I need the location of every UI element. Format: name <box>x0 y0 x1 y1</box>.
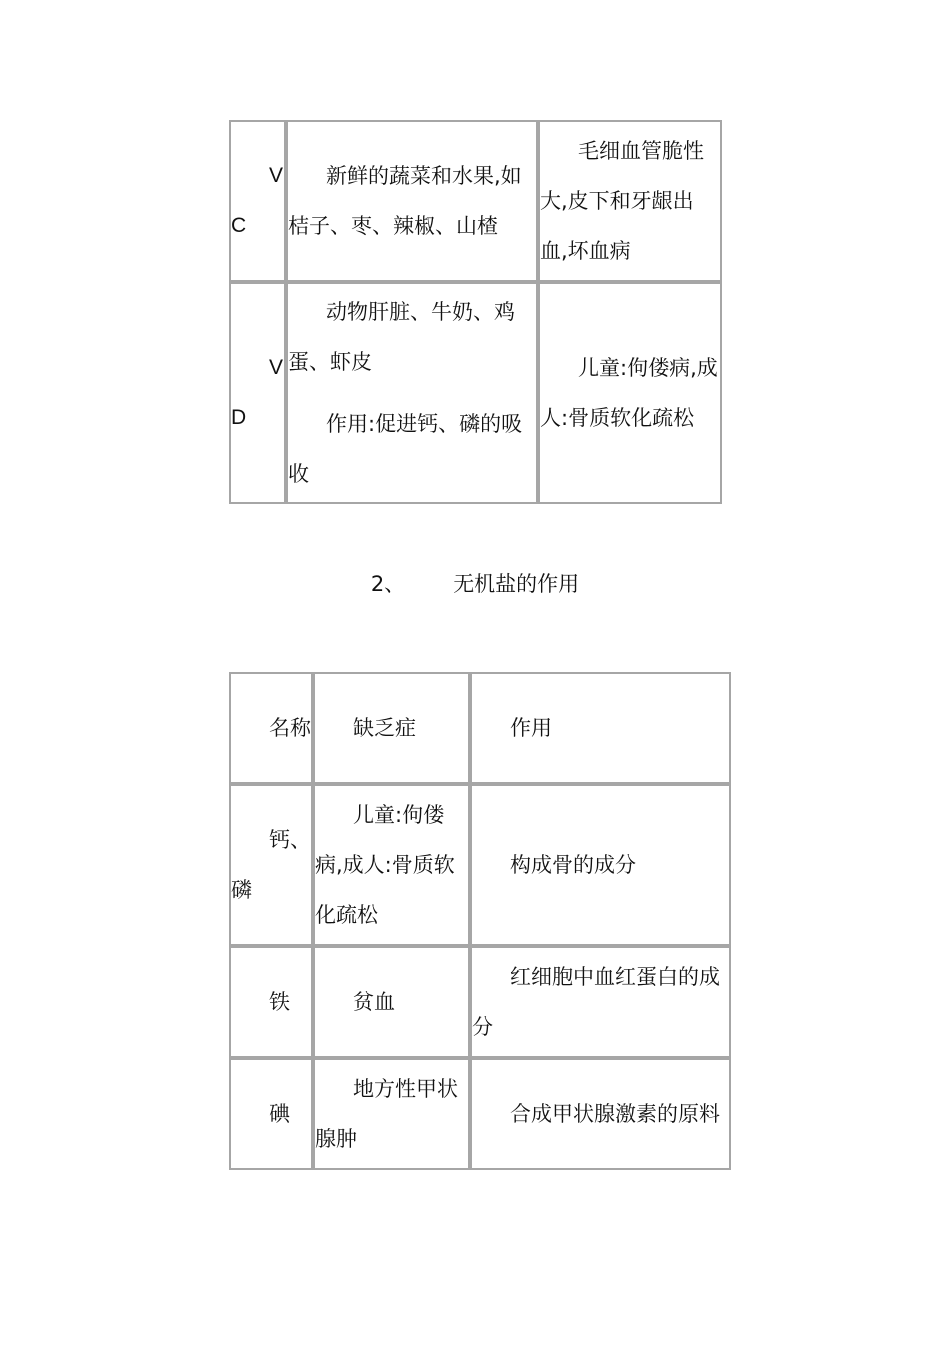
mineral-name-cell: 钙、磷 <box>229 784 313 946</box>
deficiency-cell: 地方性甲状腺肿 <box>313 1058 470 1170</box>
food-source-cell: 新鲜的蔬菜和水果,如桔子、枣、辣椒、山楂 <box>286 120 538 282</box>
vitamin-name-cell: VD <box>229 282 286 504</box>
deficiency-cell: 儿童:佝偻病,成人:骨质软化疏松 <box>538 282 722 504</box>
function-note-text: 作用:促进钙、磷的吸收 <box>288 412 523 486</box>
header-function-cell: 作用 <box>470 672 731 784</box>
function-cell: 红细胞中血红蛋白的成分 <box>470 946 731 1058</box>
table-row <box>229 1058 731 1170</box>
food-source-text: 动物肝脏、牛奶、鸡蛋、虾皮 <box>288 300 515 374</box>
table-header-row <box>229 672 731 784</box>
function-cell: 合成甲状腺激素的原料 <box>470 1058 731 1170</box>
food-source-cell <box>286 282 538 504</box>
mineral-name-cell: 铁 <box>229 946 313 1058</box>
table-row <box>229 784 731 946</box>
table-row <box>229 120 722 282</box>
mineral-name-cell: 碘 <box>229 1058 313 1170</box>
vitamin-name-cell: VC <box>229 120 286 282</box>
header-name-cell: 名称 <box>229 672 313 784</box>
table-row <box>229 282 722 504</box>
vitamin-table <box>229 120 722 504</box>
deficiency-cell: 儿童:佝偻病,成人:骨质软化疏松 <box>313 784 470 946</box>
deficiency-cell: 毛细血管脆性大,皮下和牙龈出血,坏血病 <box>538 120 722 282</box>
deficiency-cell: 贫血 <box>313 946 470 1058</box>
function-cell: 构成骨的成分 <box>470 784 731 946</box>
section-number: 2、 <box>370 572 406 596</box>
header-deficiency-cell: 缺乏症 <box>313 672 470 784</box>
section-heading <box>0 568 950 600</box>
table-row <box>229 946 731 1058</box>
mineral-table <box>229 672 731 1170</box>
section-title: 无机盐的作用 <box>453 572 580 596</box>
